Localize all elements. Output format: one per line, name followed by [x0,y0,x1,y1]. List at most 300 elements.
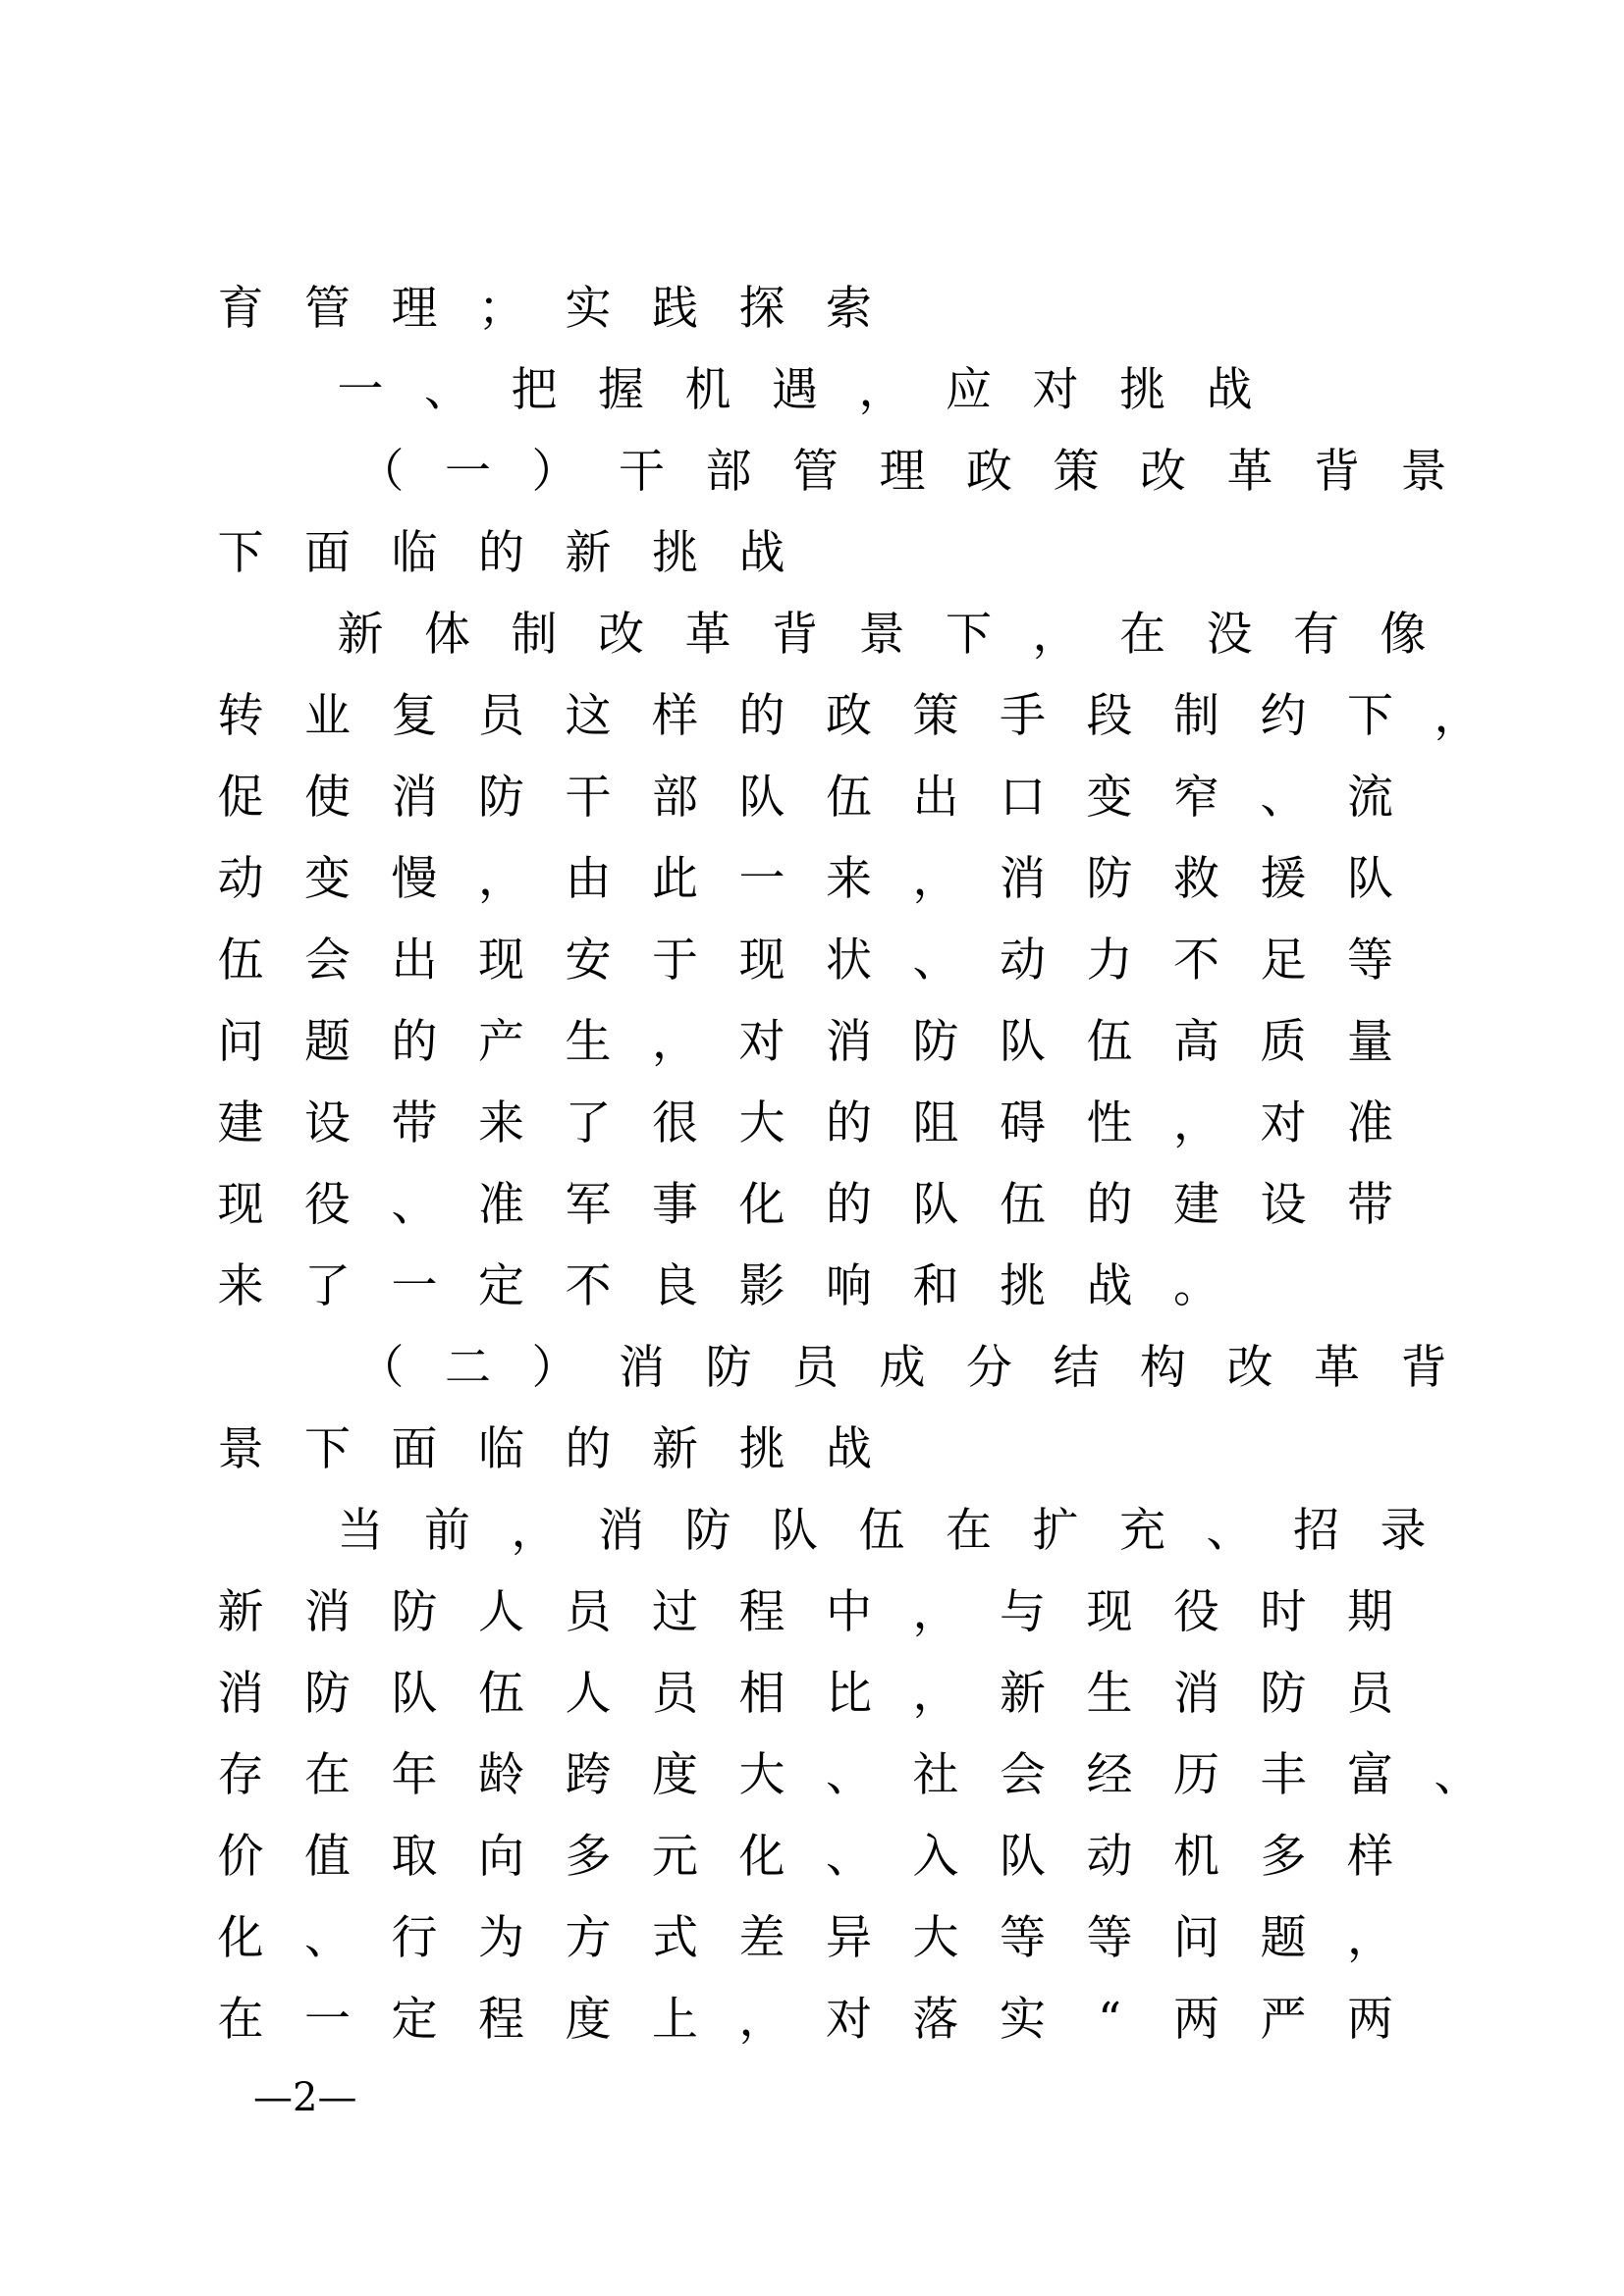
glyph: 理 [391,282,438,336]
glyph: 多 [1260,1830,1307,1884]
glyph: 阻 [912,1096,959,1150]
glyph: 建 [1173,1178,1219,1232]
glyph: 程 [738,1585,785,1639]
glyph: 促 [217,771,264,825]
text-line [211,1665,1614,1724]
glyph: 异 [826,1911,872,1965]
glyph: 伍 [478,1667,524,1721]
glyph: 员 [1347,1667,1393,1721]
glyph: 、 [391,1178,438,1232]
glyph: 背 [1400,1341,1447,1395]
glyph: 队 [1347,852,1393,906]
glyph: 、 [304,1911,351,1965]
glyph: 改 [1226,1341,1273,1395]
glyph: 临 [391,526,438,580]
glyph: 改 [598,608,644,662]
glyph: 制 [1173,689,1219,743]
glyph: 在 [304,1748,351,1802]
glyph: 改 [1140,445,1186,499]
glyph: 二 [445,1341,491,1395]
text-line [331,1502,1614,1561]
text-line [331,606,1614,665]
glyph: 度 [652,1748,698,1802]
glyph: 对 [1260,1096,1307,1150]
glyph: 和 [912,1259,959,1313]
glyph: 革 [1226,445,1273,499]
glyph: 一 [738,852,785,906]
glyph: 分 [966,1341,1012,1395]
glyph: 队 [1000,1015,1046,1069]
glyph: 元 [652,1830,698,1884]
glyph: 历 [1173,1748,1219,1802]
glyph: 一 [337,363,384,417]
glyph: 消 [1000,852,1046,906]
glyph: 方 [565,1911,612,1965]
glyph: 消 [598,1504,644,1558]
glyph: 这 [565,689,612,743]
glyph: 状 [826,934,872,988]
glyph: 定 [391,1993,438,2047]
glyph: 消 [391,771,438,825]
glyph: 产 [478,1015,524,1069]
glyph: 临 [478,1422,524,1476]
glyph: 在 [946,1504,992,1558]
glyph: 值 [304,1830,351,1884]
glyph: 救 [1173,852,1219,906]
glyph: 录 [1380,1504,1427,1558]
glyph: 设 [1260,1178,1307,1232]
glyph: 落 [912,1993,959,2047]
glyph: 践 [652,282,698,336]
glyph: 式 [652,1911,698,1965]
glyph: 防 [1260,1667,1307,1721]
glyph: 当 [337,1504,384,1558]
glyph: 会 [304,934,351,988]
glyph: 人 [565,1667,612,1721]
glyph: 实 [565,282,612,336]
page-number: —2— [253,2075,357,2120]
glyph: 出 [912,771,959,825]
glyph: 来 [217,1259,264,1313]
glyph: 对 [738,1015,785,1069]
glyph: 体 [424,608,470,662]
subsection-heading-continued [211,524,1614,583]
glyph: ， [912,1585,959,1639]
glyph: 防 [912,1015,959,1069]
glyph: 员 [792,1341,839,1395]
glyph: 消 [1173,1667,1219,1721]
glyph: 使 [304,771,351,825]
glyph: 人 [478,1585,524,1639]
glyph: 制 [511,608,558,662]
glyph: 战 [1086,1259,1133,1313]
glyph: ， [858,363,905,417]
glyph: 很 [652,1096,698,1150]
glyph: 不 [565,1259,612,1313]
glyph: ， [1434,689,1481,743]
glyph: 问 [217,1015,264,1069]
glyph: 挑 [1119,363,1165,417]
glyph: 、 [826,1830,872,1884]
glyph: 变 [1086,771,1133,825]
glyph: 安 [565,934,612,988]
glyph: 期 [1347,1585,1393,1639]
glyph: 构 [1140,1341,1186,1395]
glyph: 复 [391,689,438,743]
glyph: （ [357,445,405,499]
glyph: 现 [1086,1585,1133,1639]
glyph: 新 [1000,1667,1046,1721]
glyph: 的 [826,1096,872,1150]
glyph: 经 [1086,1748,1133,1802]
text-line [211,1095,1614,1153]
glyph: 像 [1380,608,1427,662]
glyph: 队 [738,771,785,825]
glyph: 取 [391,1830,438,1884]
glyph: ， [1173,1096,1219,1150]
glyph: 消 [304,1585,351,1639]
glyph: 背 [1314,445,1360,499]
glyph: 变 [304,852,351,906]
glyph: 管 [304,282,351,336]
text-line [211,1909,1614,1968]
glyph: ） [531,1341,578,1395]
glyph: 干 [565,771,612,825]
glyph: 招 [1293,1504,1339,1558]
subsection-heading [352,1339,1614,1398]
glyph: 影 [738,1259,785,1313]
glyph: ； [478,282,524,336]
glyph: 策 [912,689,959,743]
glyph: 成 [879,1341,926,1395]
text-line [211,850,1614,909]
glyph: 理 [879,445,926,499]
glyph: 龄 [478,1748,524,1802]
glyph: 育 [217,282,264,336]
glyph: 策 [1053,445,1100,499]
glyph: 上 [652,1993,698,2047]
glyph: 战 [738,526,785,580]
glyph: 没 [1206,608,1253,662]
glyph: 响 [826,1259,872,1313]
glyph: 探 [738,282,785,336]
glyph: 战 [826,1422,872,1476]
glyph: 索 [826,282,872,336]
glyph: ， [1347,1911,1393,1965]
text-line [211,1583,1614,1642]
glyph: 一 [391,1259,438,1313]
text-line [211,1991,1614,2050]
glyph: 伍 [826,771,872,825]
glyph: 比 [826,1667,872,1721]
glyph: 慢 [391,852,438,906]
glyph: 差 [738,1911,785,1965]
glyph: 大 [738,1096,785,1150]
glyph: 消 [217,1667,264,1721]
glyph: 役 [304,1178,351,1232]
glyph: 了 [565,1096,612,1150]
glyph: 等 [1086,1911,1133,1965]
glyph: 准 [1347,1096,1393,1150]
glyph: 与 [1000,1585,1046,1639]
glyph: 多 [565,1830,612,1884]
glyph: 的 [565,1422,612,1476]
glyph: 防 [705,1341,752,1395]
glyph: ， [511,1504,558,1558]
glyph: ， [1032,608,1079,662]
glyph: 员 [652,1667,698,1721]
glyph: 、 [912,934,959,988]
glyph: 足 [1260,934,1307,988]
glyph: 景 [858,608,905,662]
glyph: 员 [478,689,524,743]
text-line [211,1828,1614,1887]
glyph: 革 [684,608,731,662]
glyph: 了 [304,1259,351,1313]
glyph: 业 [304,689,351,743]
glyph: 革 [1314,1341,1360,1395]
glyph: 防 [391,1585,438,1639]
glyph: 样 [652,689,698,743]
text-line [211,769,1614,828]
text-line [211,687,1614,746]
glyph: 程 [478,1993,524,2047]
glyph: 的 [478,526,524,580]
glyph: 干 [619,445,665,499]
glyph: 化 [738,1830,785,1884]
glyph: 防 [478,771,524,825]
text-line [211,1746,1614,1805]
glyph: 时 [1260,1585,1307,1639]
glyph: 生 [1086,1667,1133,1721]
glyph: 景 [217,1422,264,1476]
glyph: 样 [1347,1830,1393,1884]
glyph: 队 [772,1504,818,1558]
glyph: 队 [1000,1830,1046,1884]
glyph: 等 [1347,934,1393,988]
glyph: 高 [1173,1015,1219,1069]
glyph: 不 [1173,934,1219,988]
glyph: ， [912,852,959,906]
glyph: 挑 [738,1422,785,1476]
glyph: 定 [478,1259,524,1313]
glyph: 把 [511,363,558,417]
glyph: ， [652,1015,698,1069]
glyph: 握 [598,363,644,417]
glyph: 存 [217,1748,264,1802]
glyph: “ [1097,1993,1122,2047]
glyph: 新 [565,526,612,580]
glyph: 向 [478,1830,524,1884]
glyph: 质 [1260,1015,1307,1069]
glyph: 机 [684,363,731,417]
glyph: 下 [1347,689,1393,743]
glyph: 应 [946,363,992,417]
glyph: 面 [304,526,351,580]
glyph: 新 [652,1422,698,1476]
glyph: 由 [565,852,612,906]
glyph: 现 [478,934,524,988]
glyph: 充 [1119,1504,1165,1558]
glyph: 为 [478,1911,524,1965]
text-line [211,1257,1614,1316]
text-line [211,280,1614,339]
glyph: 设 [304,1096,351,1150]
glyph: 问 [1173,1911,1219,1965]
glyph: 部 [652,771,698,825]
glyph: 前 [424,1504,470,1558]
subsection-heading [352,443,1614,502]
glyph: 流 [1347,771,1393,825]
glyph: 题 [1260,1911,1307,1965]
glyph: 、 [826,1748,872,1802]
glyph: 战 [1206,363,1253,417]
glyph: 新 [217,1585,264,1639]
glyph: 等 [1000,1911,1046,1965]
glyph: 段 [1086,689,1133,743]
glyph: 社 [912,1748,959,1802]
glyph: 消 [619,1341,665,1395]
glyph: 消 [826,1015,872,1069]
glyph: 生 [565,1015,612,1069]
glyph: 结 [1053,1341,1100,1395]
glyph: 手 [1000,689,1046,743]
glyph: 性 [1086,1096,1133,1150]
glyph: 约 [1260,689,1307,743]
glyph: ， [738,1993,785,2047]
glyph: 下 [217,526,264,580]
glyph: 政 [966,445,1012,499]
glyph: 现 [217,1178,264,1232]
glyph: 伍 [1000,1178,1046,1232]
glyph: 扩 [1032,1504,1079,1558]
glyph: 的 [738,689,785,743]
glyph: 会 [1000,1748,1046,1802]
glyph: 度 [565,1993,612,2047]
glyph: 在 [1119,608,1165,662]
glyph: 政 [826,689,872,743]
glyph: 行 [391,1911,438,1965]
glyph: 遇 [772,363,818,417]
glyph: 防 [1086,852,1133,906]
glyph: 、 [424,363,470,417]
glyph: 准 [478,1178,524,1232]
glyph: 两 [1347,1993,1393,2047]
glyph: 一 [445,445,491,499]
glyph: 中 [826,1585,872,1639]
glyph: 良 [652,1259,698,1313]
glyph: 带 [1347,1178,1393,1232]
glyph: 对 [1032,363,1079,417]
glyph: ） [531,445,578,499]
text-line [211,1013,1614,1072]
glyph: 背 [772,608,818,662]
glyph: 、 [1260,771,1307,825]
glyph: 量 [1347,1015,1393,1069]
glyph: 动 [1000,934,1046,988]
glyph: 入 [912,1830,959,1884]
glyph: 防 [684,1504,731,1558]
text-line [211,1176,1614,1235]
glyph: 大 [912,1911,959,1965]
glyph: 的 [1086,1178,1133,1232]
subsection-heading-continued [211,1420,1614,1479]
glyph: 转 [217,689,264,743]
glyph: ， [478,852,524,906]
glyph: 来 [826,852,872,906]
glyph: 严 [1260,1993,1307,2047]
glyph: 伍 [1086,1015,1133,1069]
glyph: 下 [946,608,992,662]
glyph: 事 [652,1178,698,1232]
glyph: 伍 [217,934,264,988]
glyph: 力 [1086,934,1133,988]
glyph: 。 [1173,1259,1219,1313]
section-heading [331,361,1614,420]
text-line [211,932,1614,990]
glyph: 口 [1000,771,1046,825]
glyph: 窄 [1173,771,1219,825]
glyph: 、 [1206,1504,1253,1558]
glyph: 管 [792,445,839,499]
glyph: 带 [391,1096,438,1150]
glyph: 挑 [652,526,698,580]
glyph: 队 [391,1667,438,1721]
glyph: 对 [826,1993,872,2047]
glyph: 相 [738,1667,785,1721]
glyph: 军 [565,1178,612,1232]
glyph: 丰 [1260,1748,1307,1802]
glyph: 动 [217,852,264,906]
glyph: 挑 [1000,1259,1046,1313]
glyph: 在 [217,1993,264,2047]
glyph: 大 [738,1748,785,1802]
glyph: 碍 [1000,1096,1046,1150]
glyph: 于 [652,934,698,988]
glyph: 实 [1000,1993,1046,2047]
glyph: 年 [391,1748,438,1802]
glyph: 防 [304,1667,351,1721]
glyph: 的 [826,1178,872,1232]
glyph: 来 [478,1096,524,1150]
glyph: 部 [705,445,752,499]
glyph: 现 [738,934,785,988]
glyph: （ [357,1341,405,1395]
glyph: 过 [652,1585,698,1639]
glyph: 动 [1086,1830,1133,1884]
glyph: 建 [217,1096,264,1150]
glyph: 新 [337,608,384,662]
glyph: 的 [391,1015,438,1069]
glyph: 、 [1434,1748,1481,1802]
glyph: 跨 [565,1748,612,1802]
glyph: 下 [304,1422,351,1476]
glyph: 价 [217,1830,264,1884]
glyph: 队 [912,1178,959,1232]
glyph: 援 [1260,852,1307,906]
glyph: 两 [1173,1993,1219,2047]
glyph: 机 [1173,1830,1219,1884]
glyph: 出 [391,934,438,988]
glyph: 化 [217,1911,264,1965]
glyph: 员 [565,1585,612,1639]
glyph: 题 [304,1015,351,1069]
glyph: ， [912,1667,959,1721]
glyph: 面 [391,1422,438,1476]
glyph: 一 [304,1993,351,2047]
glyph: 伍 [858,1504,905,1558]
glyph: 景 [1400,445,1447,499]
